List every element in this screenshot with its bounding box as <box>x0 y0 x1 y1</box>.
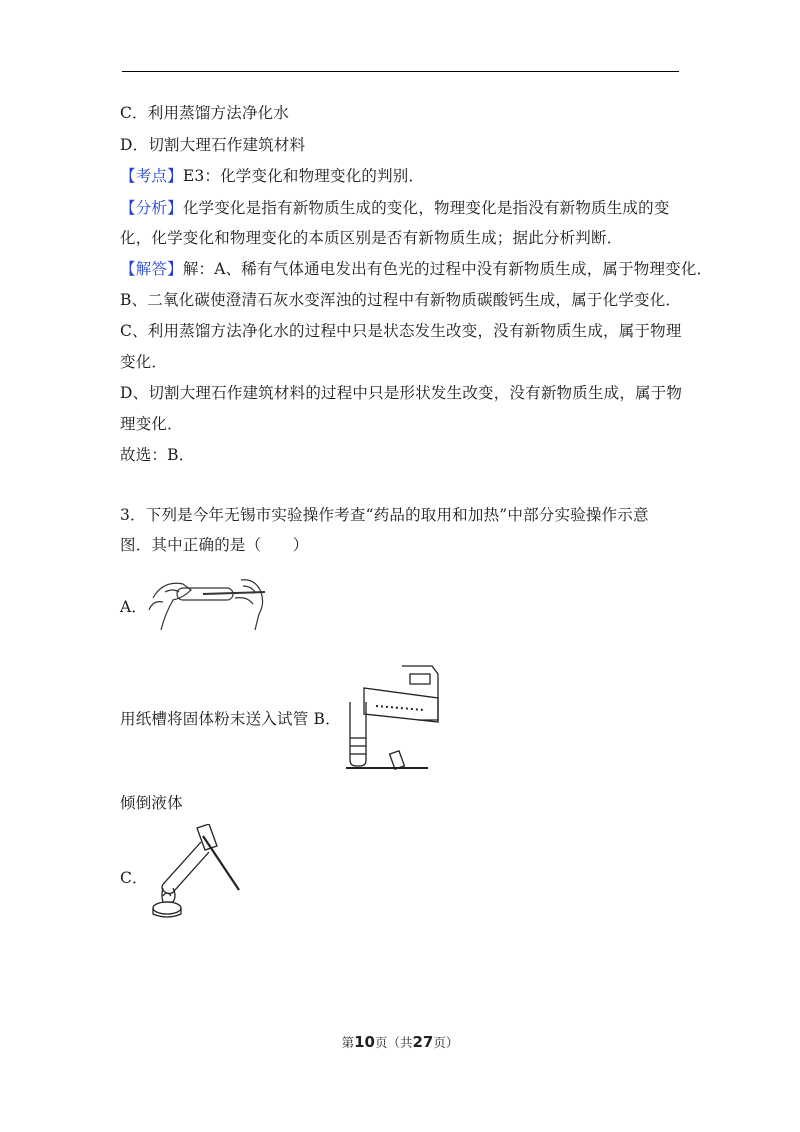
footer-prefix: 第 <box>341 1035 355 1050</box>
option-c-label: C． <box>120 869 148 887</box>
fenxi-tag: 【分析】 <box>120 199 183 217</box>
test-tube-hands-illustration <box>143 570 273 632</box>
question-3-line-2: 图．其中正确的是（ ） <box>120 536 309 554</box>
option-a-label: A． <box>120 598 148 616</box>
test-tube-heating-illustration <box>143 824 243 920</box>
footer-total-pages: 27 <box>412 1033 434 1051</box>
paper-trough-illustration <box>344 660 440 770</box>
footer-suffix: 页） <box>433 1035 459 1050</box>
answer-c-line-2: 变化． <box>120 353 168 371</box>
final-answer: 故选：B． <box>120 446 195 464</box>
fenxi-line-2: 化，化学变化和物理变化的本质区别是否有新物质生成；据此分析判断． <box>120 229 623 247</box>
page-footer <box>0 1033 800 1051</box>
kaodian-text: E3：化学变化和物理变化的判别． <box>182 167 425 185</box>
jieda-line <box>120 257 712 279</box>
answer-b-line: B、二氧化碳使澄清石灰水变浑浊的过程中有新物质碳酸钙生成，属于化学变化． <box>120 291 682 309</box>
jieda-tag: 【解答】 <box>120 260 183 278</box>
fenxi-text: 化学变化是指有新物质生成的变化，物理变化是指没有新物质生成的变 <box>182 199 670 217</box>
fenxi-line <box>120 196 670 218</box>
header-rule <box>122 71 679 72</box>
answer-d-line-2: 理变化． <box>120 415 183 433</box>
footer-page-number: 10 <box>354 1033 375 1051</box>
kaodian-line <box>120 164 424 186</box>
option-b-caption: 倾倒液体 <box>120 794 183 812</box>
kaodian-tag: 【考点】 <box>120 167 183 185</box>
option-c-line: C．利用蒸馏方法净化水 <box>120 104 290 122</box>
answer-d-line: D、切割大理石作建筑材料的过程中只是形状发生改变，没有新物质生成，属于物 <box>120 384 683 402</box>
answer-c-line: C、利用蒸馏方法净化水的过程中只是状态发生改变，没有新物质生成，属于物理 <box>120 322 682 340</box>
footer-middle: 页（共 <box>374 1035 413 1050</box>
option-b-text: 用纸槽将固体粉末送入试管 B． <box>120 710 341 728</box>
jieda-text: 解：A、稀有气体通电发出有色光的过程中没有新物质生成，属于物理变化． <box>182 260 713 278</box>
option-d-line: D．切割大理石作建筑材料 <box>120 136 306 154</box>
question-3-line-1: 3．下列是今年无锡市实验操作考查“药品的取用和加热”中部分实验操作示意 <box>120 506 649 524</box>
